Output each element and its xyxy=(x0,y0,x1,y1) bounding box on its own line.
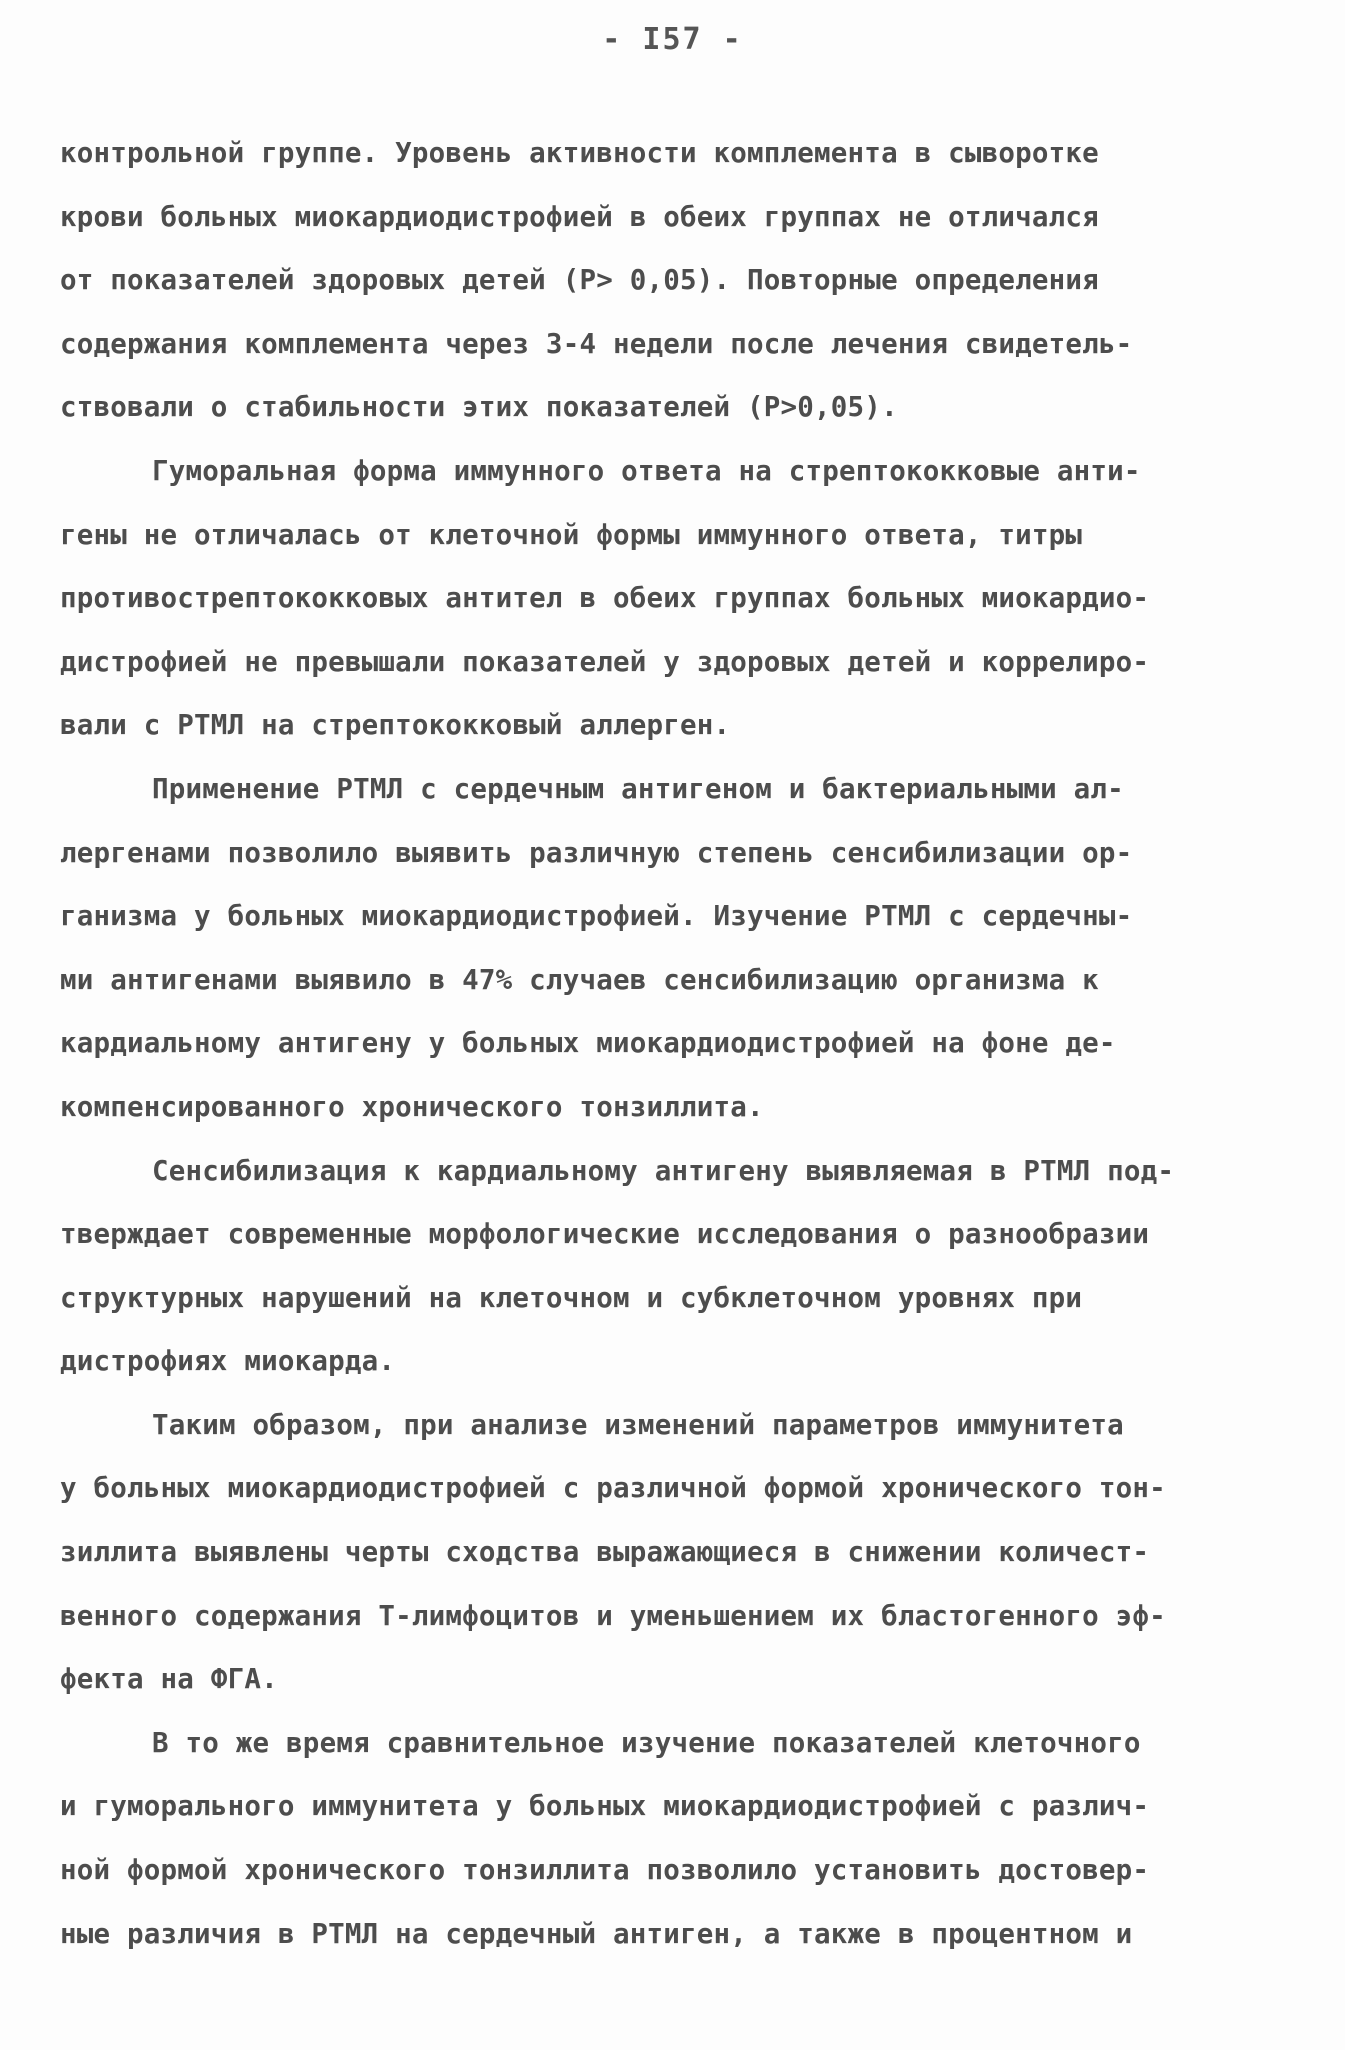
text-line: Применение РТМЛ с сердечным антигеном и бактериальными ал- xyxy=(152,772,1124,805)
text-line: у больных миокардиодистрофией с различной формой хронического тон- xyxy=(60,1472,1166,1505)
text-line: венного содержания Т-лимфоцитов и уменьшением их бластогенного эф- xyxy=(60,1599,1166,1632)
document-body xyxy=(60,122,1285,1966)
text-line: кардиальному антигену у больных миокардиодистрофией на фоне де- xyxy=(60,1027,1116,1060)
text-line: зиллита выявлены черты сходства выражающиеся в снижении количест- xyxy=(60,1536,1150,1569)
text-line: Таким образом, при анализе изменений параметров иммунитета xyxy=(152,1408,1124,1441)
text-line: дистрофией не превышали показателей у здоровых детей и коррелиро- xyxy=(60,645,1150,678)
text-line: фекта на ФГА. xyxy=(60,1663,278,1696)
text-line: ганизма у больных миокардиодистрофией. Изучение РТМЛ с сердечны- xyxy=(60,900,1133,933)
text-line: контрольной группе. Уровень активности комплемента в сыворотке xyxy=(60,137,1099,169)
text-line: Сенсибилизация к кардиальному антигену выявляемая в РТМЛ под- xyxy=(152,1154,1175,1187)
text-line: гены не отличалась от клеточной формы иммунного ответа, титры xyxy=(60,518,1083,551)
page-number: - I57 - xyxy=(602,22,743,57)
text-line: компенсированного хронического тонзиллита. xyxy=(60,1090,764,1123)
text-line: В то же время сравнительное изучение показателей клеточного xyxy=(152,1726,1141,1759)
text-line: противострептококковых антител в обеих группах больных миокардио- xyxy=(60,582,1150,615)
text-line: крови больных миокардиодистрофией в обеих группах не отличался xyxy=(60,200,1099,233)
text-line: структурных нарушений на клеточном и субклеточном уровнях при xyxy=(60,1281,1083,1314)
text-line: от показателей здоровых детей (Р> 0,05). Повторные определения xyxy=(60,264,1099,297)
text-line: вали с РТМЛ на стрептококковый аллерген. xyxy=(60,709,731,742)
text-line: ми антигенами выявило в 47% случаев сенсибилизацию организма к xyxy=(60,963,1099,996)
text-line: ной формой хронического тонзиллита позволило установить достовер- xyxy=(60,1854,1150,1887)
text-line: лергенами позволило выявить различную степень сенсибилизации ор- xyxy=(60,836,1133,869)
text-line: Гуморальная форма иммунного ответа на стрептококковые анти- xyxy=(152,454,1141,487)
text-line: и гуморального иммунитета у больных миокардиодистрофией с различ- xyxy=(60,1790,1150,1823)
text-line: дистрофиях миокарда. xyxy=(60,1345,396,1378)
text-line: тверждает современные морфологические исследования о разнообразии xyxy=(60,1218,1150,1251)
text-line: ные различия в РТМЛ на сердечный антиген, а также в процентном и xyxy=(60,1917,1133,1950)
text-line: содержания комплемента через 3-4 недели после лечения свидетель- xyxy=(60,327,1133,360)
text-line: ствовали о стабильности этих показателей (Р>0,05). xyxy=(60,391,898,424)
